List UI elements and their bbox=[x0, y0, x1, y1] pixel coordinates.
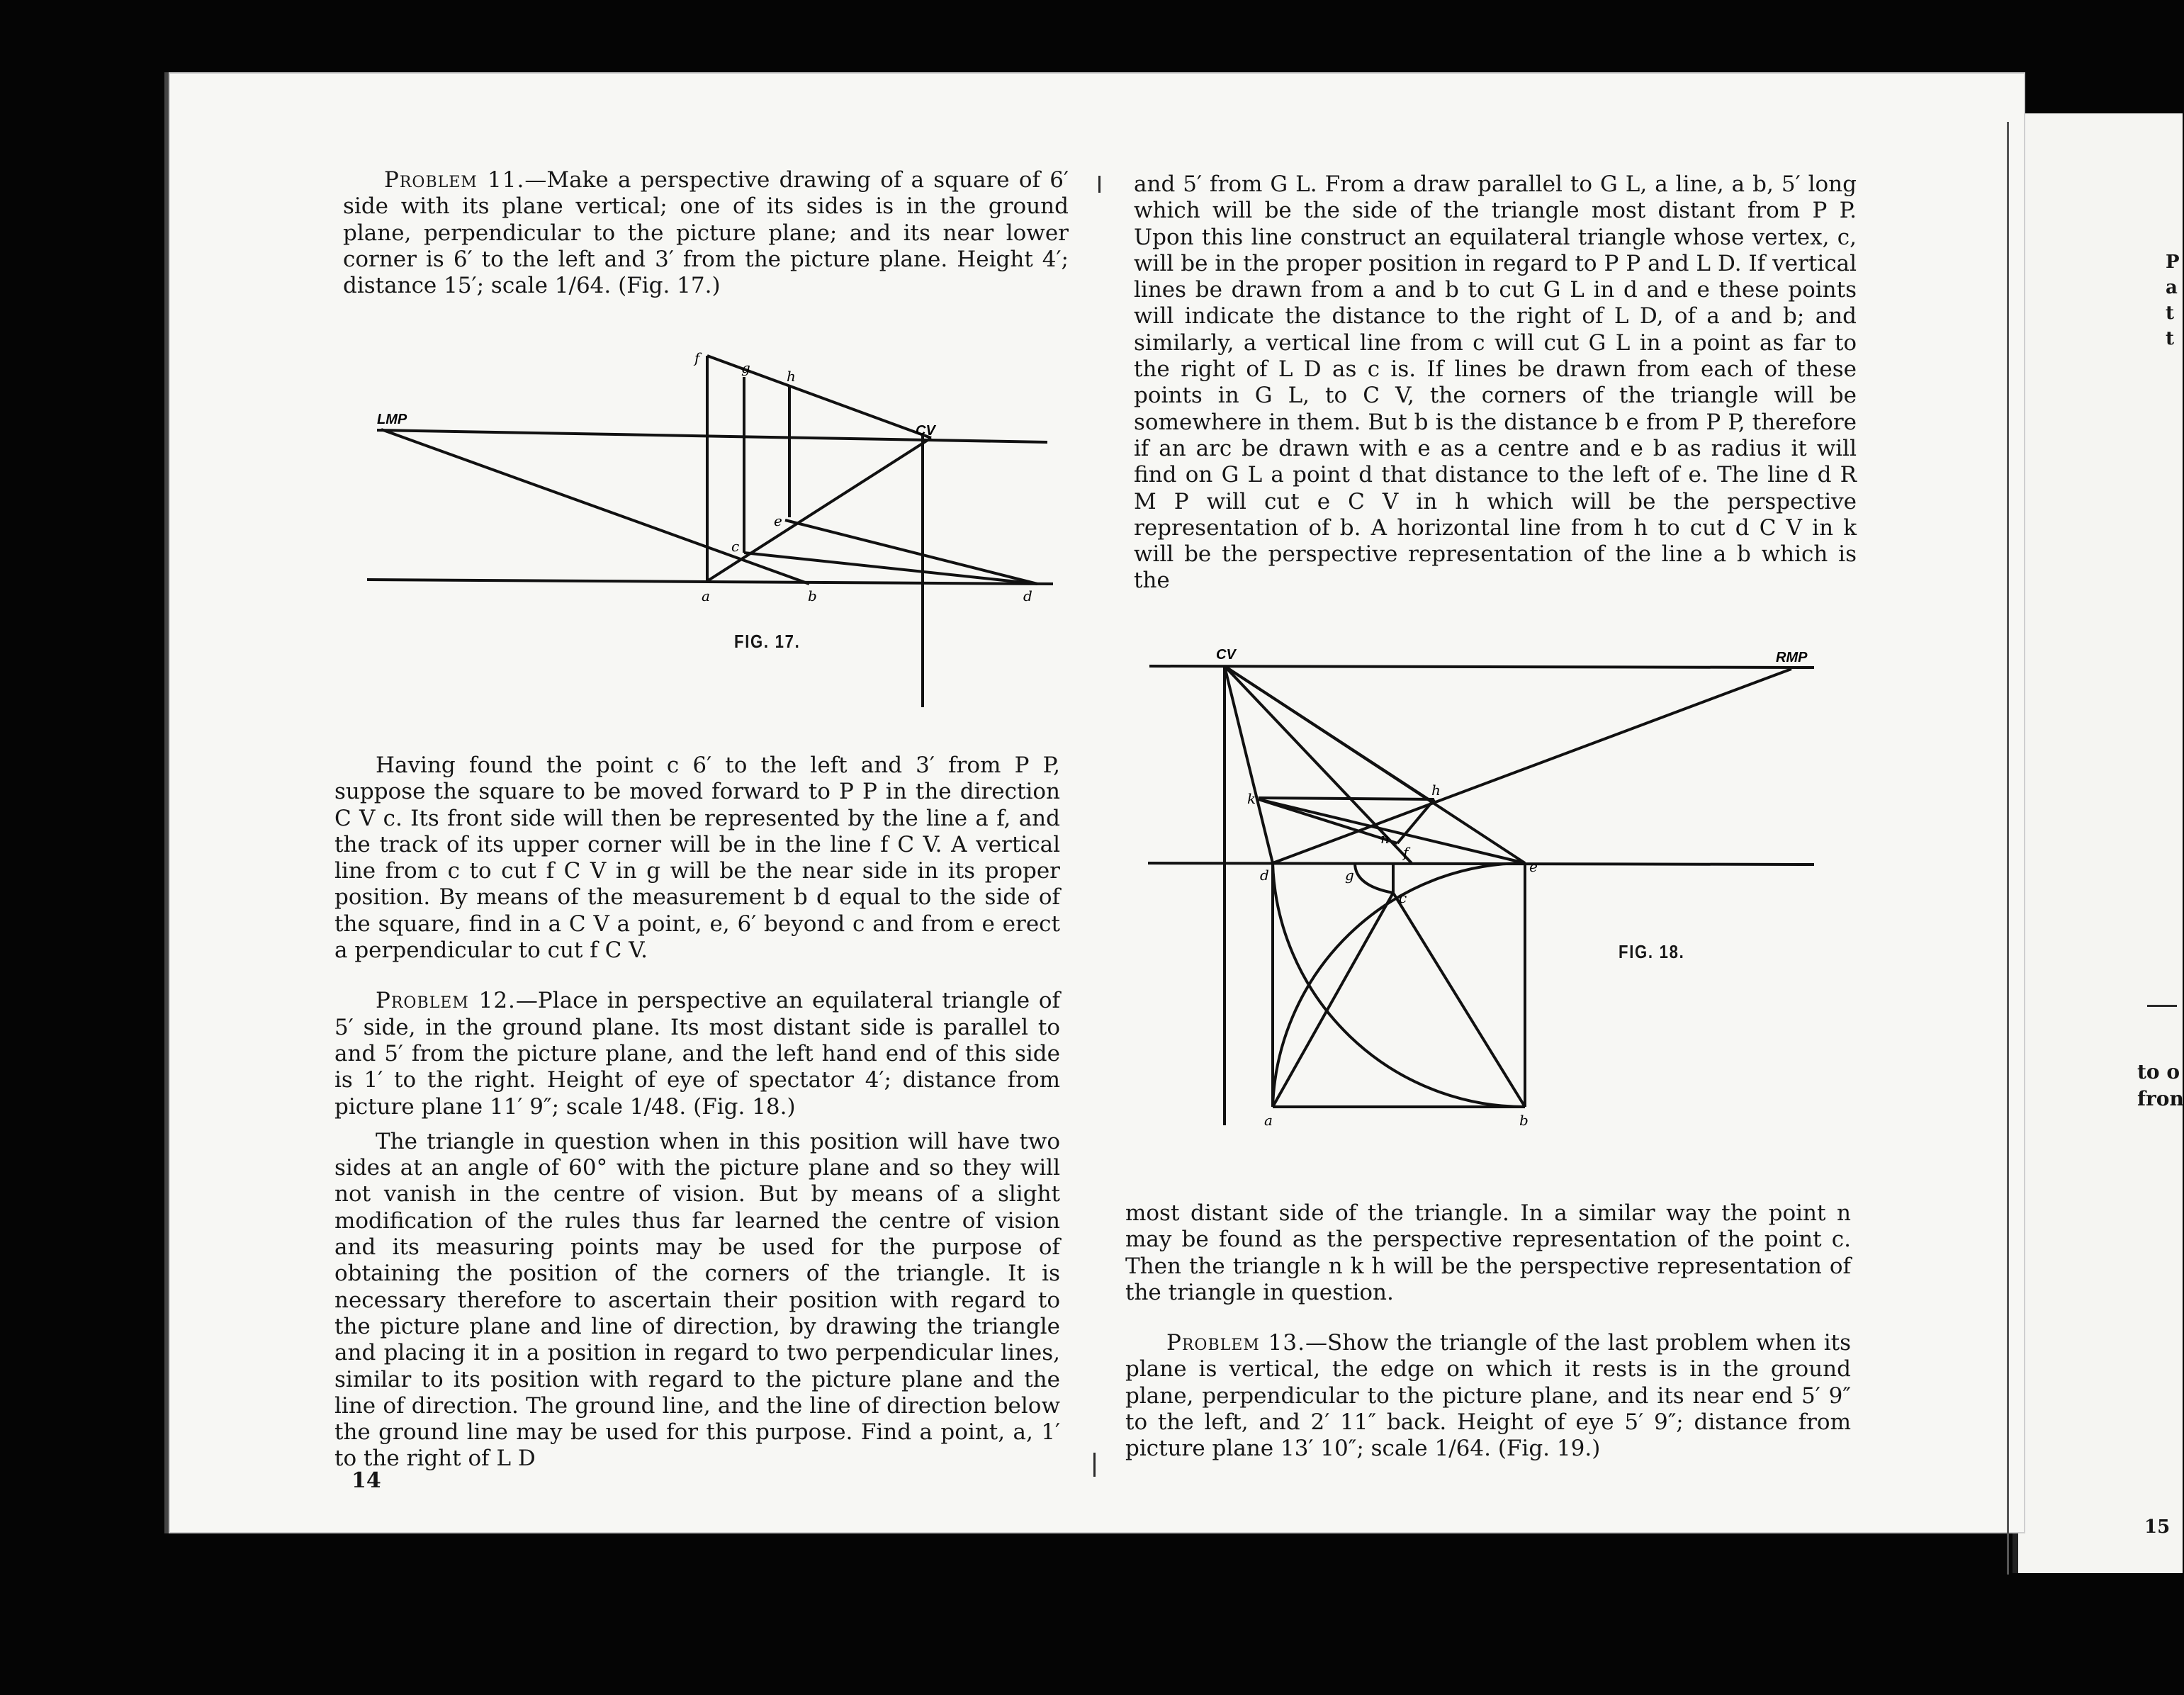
edge-line: fron bbox=[2137, 1087, 2184, 1110]
column-divider-top bbox=[1098, 176, 1101, 193]
problem-11-label: Problem 11. bbox=[384, 167, 525, 193]
cv-to-h bbox=[1225, 666, 1433, 802]
next-page-mid-lines bbox=[2137, 1059, 2184, 1113]
cv-to-d bbox=[1225, 666, 1273, 863]
label-c: c bbox=[731, 538, 740, 555]
problem-12 bbox=[334, 988, 1060, 1120]
figure-17-caption: FIG. 17. bbox=[734, 631, 801, 652]
label-n: n bbox=[1380, 830, 1390, 847]
label-cv: CV bbox=[916, 423, 935, 439]
label-g: g bbox=[741, 359, 750, 376]
problem-11 bbox=[343, 167, 1069, 299]
problem-12-label: Problem 12. bbox=[376, 988, 516, 1014]
figure-18-caption: FIG. 18. bbox=[1619, 941, 1685, 962]
label-rmp: RMP bbox=[1776, 650, 1808, 665]
figure-18 bbox=[1142, 638, 1823, 1134]
left-column-top bbox=[343, 167, 1069, 299]
figure-17 bbox=[361, 347, 1070, 716]
line-a-c bbox=[1273, 893, 1393, 1107]
edge-letter: t bbox=[2166, 328, 2175, 349]
edge-line: to o bbox=[2137, 1060, 2180, 1083]
rmp-to-d bbox=[1273, 669, 1791, 863]
horizon-line bbox=[1149, 666, 1814, 668]
label-d: d bbox=[1260, 867, 1269, 884]
label-g: g bbox=[1345, 867, 1354, 884]
horizon-line bbox=[377, 430, 1047, 442]
problem-13 bbox=[1125, 1330, 1851, 1462]
problem-11-text: —Make a perspective drawing of a square of 6′ side with its plane vertical; one of its sides is in the ground plane, perpendicular to the picture plane; and its near lower corner is 6′ to the left and 3′ from the picture plane. Height 4′; distance 15′; scale 1/64. (Fig. 17.) bbox=[343, 167, 1069, 299]
page-number-right: 15 bbox=[2144, 1516, 2171, 1538]
label-lmp: LMP bbox=[377, 412, 407, 427]
label-h: h bbox=[1431, 782, 1441, 799]
figure-18-drawing bbox=[1142, 638, 1823, 1134]
line-b-c bbox=[1393, 893, 1525, 1107]
line-c-d bbox=[744, 553, 1037, 584]
problem-12-text: —Place in perspective an equilateral triangle of 5′ side, in the ground plane. Its most distant side is parallel to and 5′ from the picture plane, and the left hand end of this side is 1′ to the right. Height of eye of spectator 4′; distance from picture plane 11′ 9″; scale 1/48. (Fig. 18.) bbox=[334, 988, 1060, 1120]
para-after-fig18: most distant side of the triangle. In a similar way the point n may be found as the perspective representation of the point c. Then the triangle n k h will be the perspective representation of the triangle in question. bbox=[1125, 1200, 1851, 1305]
para-triangle: The triangle in question when in this position will have two sides at an angle of 60° with the picture plane and so they will not vanish in the centre of vision. But by means of a slight modification of the rules thus far learned the centre of vision and its measuring points may be used for the purpose of obtaining the position of the corners of the triangle. It is necessary therefore to ascertain their position with regard to the picture plane and line of direction, by drawing the triangle and placing it in a position in regard to two perpendicular lines, similar to its position with regard to the picture plane and the line of direction. The ground line, and the line of direction below the ground line may be used for this purpose. Find a point, a, 1′ to the right of L D bbox=[334, 1128, 1060, 1472]
problem-13-text: —Show the triangle of the last problem when its plane is vertical, the edge on which it rests is in the ground plane, perpendicular to the picture plane, and its near end 5′ 9″ to the left, and 2′ 11″ back. Height of eye 5′ 9″; distance from picture plane 13′ 10″; scale 1/64. (Fig. 19.) bbox=[1125, 1330, 1851, 1462]
page-fold-line bbox=[2007, 122, 2009, 1575]
column-divider-bottom bbox=[1093, 1453, 1096, 1477]
para-after-fig17: Having found the point c 6′ to the left and 3′ from P P, suppose the square to be moved forward to P P in the direction C V c. Its front side will then be represented by the line a f, and the track of its upper corner will be in the line f C V. A vertical line from c to cut f C V in g will be the near side in its proper position. By means of the measurement b d equal to the side of the square, find in a C V a point, e, 6′ beyond c and from e erect a perpendicular to cut f C V. bbox=[334, 753, 1060, 964]
label-a: a bbox=[1264, 1112, 1273, 1129]
label-k: k bbox=[1247, 790, 1256, 807]
figure-17-drawing bbox=[361, 347, 1070, 716]
label-e: e bbox=[774, 512, 782, 529]
line-e-d bbox=[785, 520, 1037, 584]
right-column-top bbox=[1134, 171, 1857, 595]
page-number-left: 14 bbox=[351, 1468, 381, 1493]
arc-small bbox=[1355, 863, 1393, 893]
right-column-bottom bbox=[1125, 1200, 1851, 1463]
label-a: a bbox=[702, 587, 710, 604]
next-page-top-letters bbox=[2166, 249, 2180, 351]
edge-letter: t bbox=[2166, 303, 2175, 324]
label-d: d bbox=[1023, 587, 1032, 604]
edge-letter: a bbox=[2166, 277, 2178, 298]
label-cv: CV bbox=[1216, 647, 1236, 663]
label-e: e bbox=[1529, 858, 1538, 875]
edge-letter: P bbox=[2166, 252, 2180, 273]
line-k-h bbox=[1259, 798, 1434, 799]
next-page-rule bbox=[2147, 1005, 2177, 1007]
line-k-n bbox=[1259, 799, 1397, 843]
label-b: b bbox=[1519, 1112, 1529, 1129]
ground-line bbox=[1148, 863, 1814, 865]
label-c: c bbox=[1399, 889, 1407, 906]
left-column-bottom bbox=[334, 753, 1060, 1472]
label-b: b bbox=[808, 587, 817, 604]
problem-13-label: Problem 13. bbox=[1166, 1330, 1305, 1356]
label-h: h bbox=[787, 368, 796, 385]
para-continuation: and 5′ from G L. From a draw parallel to G L, a line, a b, 5′ long which will be the side of the triangle most distant from P P. Upon this line construct an equilateral triangle whose vertex, c, will be in the proper position in regard to P P and L D. If vertical lines be drawn from a and b to cut G L in d and e these points will indicate the distance to the right of L D, of a and b; and similarly, a vertical line from c will cut G L in a point as far to the right of L D as c is. If lines be drawn from each of these points in G L, to C V, the corners of the triangle will be somewhere in them. But b is the distance b e from P P, therefore if an arc be drawn with e as a centre and e b as radius it will find on G L a point d that distance to the left of e. The line d R M P will cut e C V in h which will be the perspective representation of b. A horizontal line from h to cut d C V in k will be the perspective representation of the line a b which is the bbox=[1134, 171, 1857, 594]
label-f: f bbox=[694, 349, 700, 366]
label-f: f bbox=[1403, 844, 1409, 861]
next-page-edge bbox=[2013, 113, 2183, 1573]
